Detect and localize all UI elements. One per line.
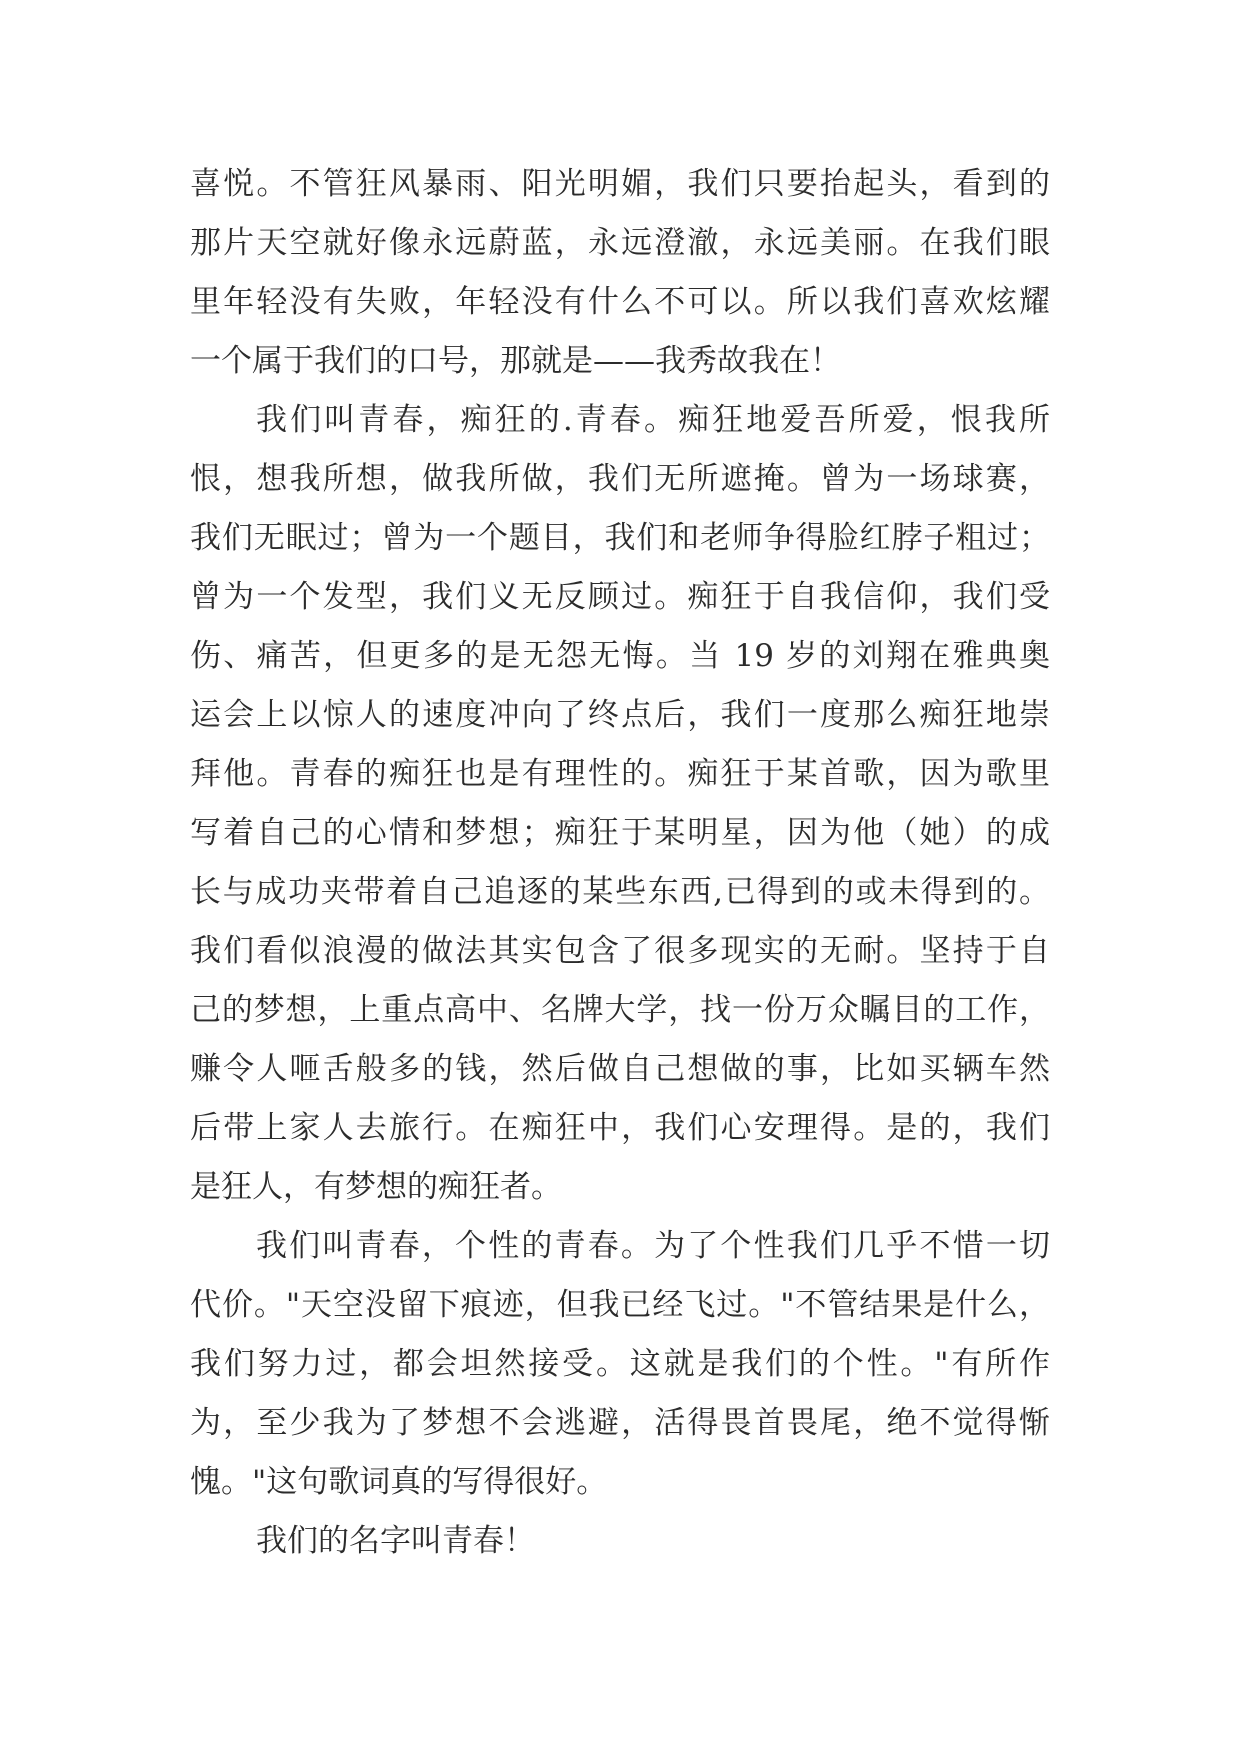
paragraph-2-line-3: 我们无眠过；曾为一个题目，我们和老师争得脸红脖子粗过；: [190, 520, 1050, 556]
paragraph-2-line-14: 是狂人，有梦想的痴狂者。: [190, 1169, 562, 1205]
paragraph-2-line-2: 恨，想我所想，做我所做，我们无所遮掩。曾为一场球赛，: [190, 461, 1050, 497]
paragraph-1-line-2: 那片天空就好像永远蔚蓝，永远澄澈，永远美丽。在我们眼: [190, 225, 1050, 261]
paragraph-1-line-3: 里年轻没有失败，年轻没有什么不可以。所以我们喜欢炫耀: [190, 284, 1050, 320]
paragraph-2-line-12: 赚令人咂舌般多的钱，然后做自己想做的事，比如买辆车然: [190, 1051, 1050, 1087]
paragraph-3-line-1: 我们叫青春，个性的青春。为了个性我们几乎不惜一切: [256, 1228, 1050, 1264]
paragraph-3-line-2: 代价。"天空没留下痕迹，但我已经飞过。"不管结果是什么，: [190, 1287, 1050, 1323]
paragraph-1-line-1: 喜悦。不管狂风暴雨、阳光明媚，我们只要抬起头，看到的: [190, 166, 1050, 202]
essay-body: [190, 155, 1050, 1571]
paragraph-2-line-5: 伤、痛苦，但更多的是无怨无悔。当 19 岁的刘翔在雅典奥: [190, 638, 1050, 674]
paragraph-1-line-4: 一个属于我们的口号，那就是——我秀故我在！: [190, 343, 841, 379]
paragraph-3-line-3: 我们努力过，都会坦然接受。这就是我们的个性。"有所作: [190, 1346, 1050, 1382]
paragraph-2-line-11: 己的梦想，上重点高中、名牌大学，找一份万众瞩目的工作，: [190, 992, 1050, 1028]
paragraph-2-line-1: 我们叫青春，痴狂的.青春。痴狂地爱吾所爱，恨我所: [256, 402, 1050, 438]
paragraph-2-line-13: 后带上家人去旅行。在痴狂中，我们心安理得。是的，我们: [190, 1110, 1050, 1146]
paragraph-4-line-1: 我们的名字叫青春！: [256, 1523, 535, 1559]
paragraph-2-line-6: 运会上以惊人的速度冲向了终点后，我们一度那么痴狂地崇: [190, 697, 1050, 733]
paragraph-2-line-7: 拜他。青春的痴狂也是有理性的。痴狂于某首歌，因为歌里: [190, 756, 1050, 792]
paragraph-3-line-5: 愧。"这句歌词真的写得很好。: [190, 1464, 608, 1500]
paragraph-3-line-4: 为，至少我为了梦想不会逃避，活得畏首畏尾，绝不觉得惭: [190, 1405, 1050, 1441]
paragraph-2-line-4: 曾为一个发型，我们义无反顾过。痴狂于自我信仰，我们受: [190, 579, 1050, 615]
paragraph-2-line-8: 写着自己的心情和梦想；痴狂于某明星，因为他（她）的成: [190, 815, 1050, 851]
paragraph-2-line-10: 我们看似浪漫的做法其实包含了很多现实的无耐。坚持于自: [190, 933, 1050, 969]
paragraph-2-line-9: 长与成功夹带着自己追逐的某些东西,已得到的或未得到的。: [190, 874, 1050, 910]
